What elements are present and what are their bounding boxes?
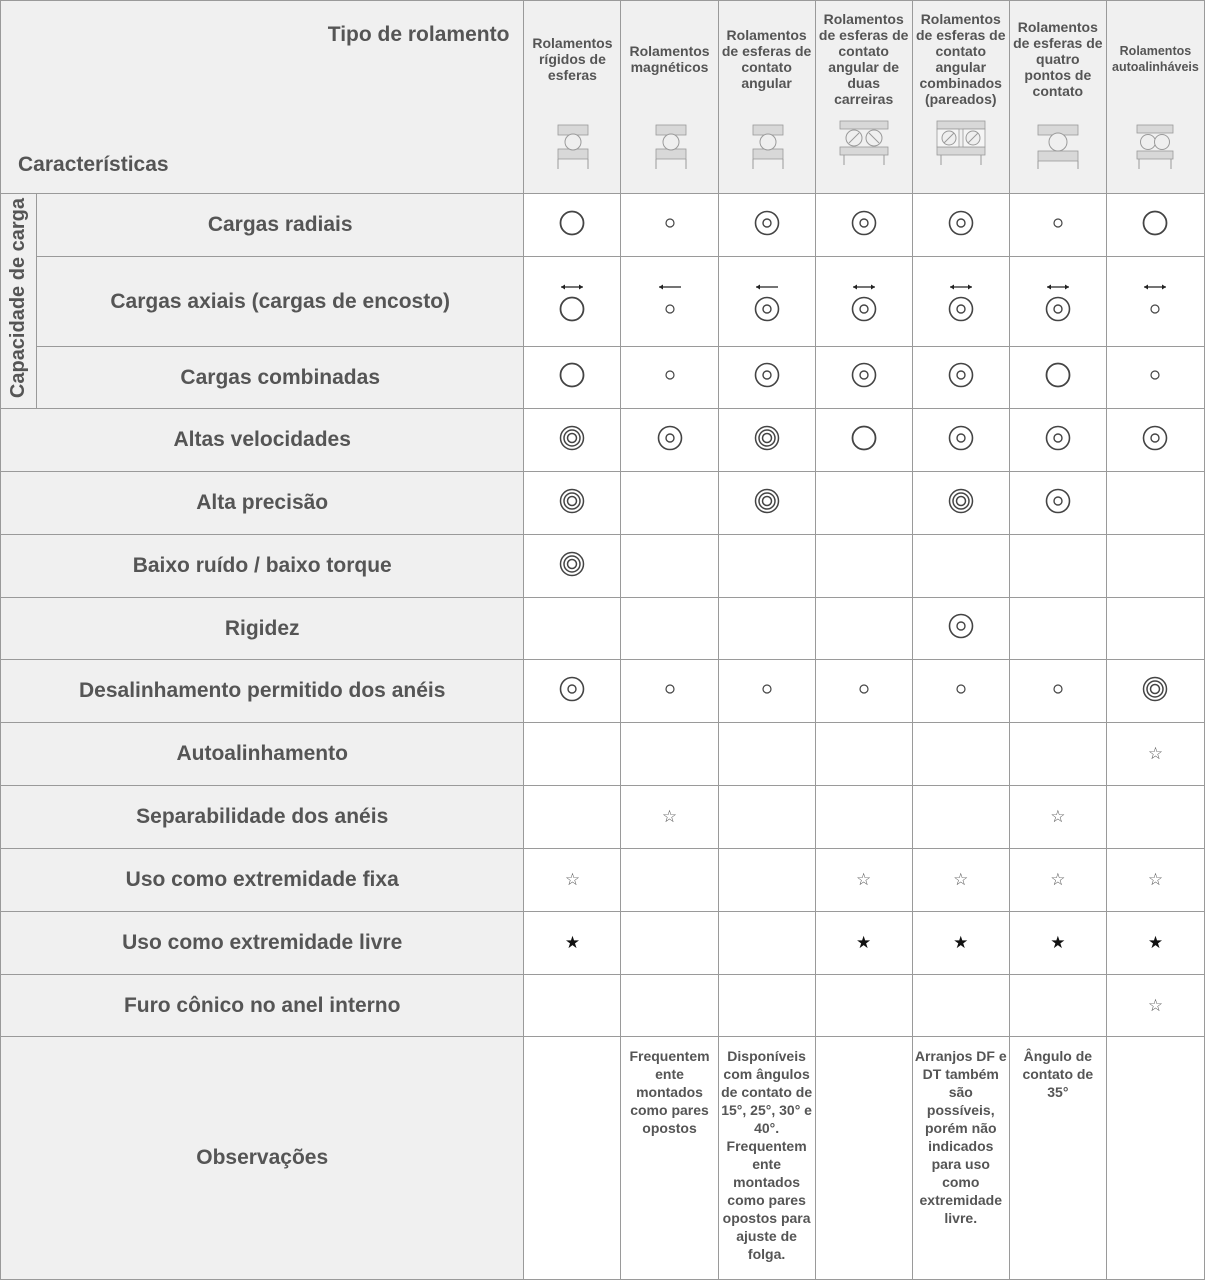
rating-cell (621, 975, 718, 1037)
double-arrow-icon (557, 282, 587, 292)
star-solid-icon: ★ (1147, 933, 1164, 952)
row-label: Cargas radiais (37, 194, 524, 257)
rating-symbol (946, 611, 976, 641)
self-aligning-bearing-icon (1127, 123, 1183, 171)
rating-cell (1009, 912, 1106, 975)
double-circle-icon (655, 423, 685, 453)
double-circle-icon (946, 611, 976, 641)
rating-cell (718, 535, 815, 598)
rating-symbol (1140, 208, 1170, 238)
load-capacity-label: Capacidade de carga (7, 198, 29, 399)
row-label: Furo cônico no anel interno (1, 975, 524, 1037)
angular-contact-bearing-icon (739, 123, 795, 171)
table-row (1, 194, 1205, 257)
observations-row (1, 1037, 1205, 1280)
rating-cell (524, 347, 621, 409)
rating-cell (718, 257, 815, 347)
row-label: Rigidez (1, 598, 524, 660)
rating-cell (815, 257, 912, 347)
rating-cell (718, 472, 815, 535)
double-circle-icon (1043, 423, 1073, 453)
rating-cell (524, 660, 621, 723)
single-small-circle-icon (1140, 294, 1170, 324)
left-arrow-icon (655, 282, 685, 292)
rating-cell (1106, 472, 1204, 535)
observation-note (524, 1037, 621, 1280)
row-label: Autoalinhamento (1, 723, 524, 786)
rating-symbol (752, 423, 782, 453)
star-open-icon: ☆ (856, 870, 872, 889)
rating-cell (524, 723, 621, 786)
table-row (1, 786, 1205, 849)
rating-cell (815, 535, 912, 598)
table-row (1, 849, 1205, 912)
rating-cell (1009, 535, 1106, 598)
rating-symbol (752, 282, 782, 324)
rating-symbol (946, 674, 976, 704)
star-solid-icon: ★ (953, 933, 969, 952)
rating-cell (524, 598, 621, 660)
rating-cell (524, 786, 621, 849)
rating-cell (1106, 786, 1204, 849)
bearing-type-title: Tipo de rolamento (327, 23, 510, 46)
double-circle-icon (1140, 423, 1170, 453)
triple-circle-icon (557, 423, 587, 453)
rating-cell (912, 786, 1009, 849)
rating-cell (718, 786, 815, 849)
double-circle-icon (752, 360, 782, 390)
rating-cell (718, 409, 815, 472)
rating-symbol (946, 423, 976, 453)
rating-symbol (752, 208, 782, 238)
rating-cell (718, 347, 815, 409)
rating-cell (912, 472, 1009, 535)
star-solid-icon: ★ (1050, 933, 1066, 952)
rating-symbol (557, 423, 587, 453)
rating-cell (1009, 409, 1106, 472)
rating-symbol (953, 870, 968, 890)
single-large-circle-icon (1140, 208, 1170, 238)
rating-cell (1009, 849, 1106, 912)
rating-symbol (1043, 208, 1073, 238)
table-row (1, 472, 1205, 535)
star-open-icon: ☆ (953, 870, 969, 889)
rating-cell (621, 912, 718, 975)
double-circle-icon (752, 208, 782, 238)
rating-cell (1009, 975, 1106, 1037)
rating-symbol (1050, 870, 1065, 890)
rating-symbol (946, 486, 976, 516)
rating-cell (1009, 723, 1106, 786)
rating-cell (621, 849, 718, 912)
observation-note: Ângulo de contato de 35° (1009, 1037, 1106, 1280)
star-open-icon: ☆ (1050, 870, 1066, 889)
single-small-circle-icon (655, 674, 685, 704)
rating-cell (621, 409, 718, 472)
column-header-label: Rolamentos de esferas de contato angular (721, 27, 812, 91)
rating-symbol (655, 423, 685, 453)
rating-symbol (557, 208, 587, 238)
rating-symbol (1140, 282, 1170, 324)
row-label: Altas velocidades (1, 409, 524, 472)
rating-cell (1106, 194, 1204, 257)
star-open-icon: ☆ (1147, 995, 1164, 1015)
single-large-circle-icon (1043, 360, 1073, 390)
table-row (1, 598, 1205, 660)
rating-symbol (946, 282, 976, 324)
rating-symbol (557, 360, 587, 390)
triple-circle-icon (557, 486, 587, 516)
row-label: Cargas axiais (cargas de encosto) (37, 257, 524, 347)
double-circle-icon (849, 294, 879, 324)
star-open-icon: ☆ (1147, 744, 1164, 763)
single-small-circle-icon (946, 674, 976, 704)
observation-note (1106, 1037, 1204, 1280)
rating-cell (1009, 786, 1106, 849)
row-label: Alta precisão (1, 472, 524, 535)
rating-symbol (1148, 933, 1163, 953)
rating-cell (718, 723, 815, 786)
table-row (1, 975, 1205, 1037)
row-label: Separabilidade dos anéis (1, 786, 524, 849)
row-label: Uso como extremidade livre (1, 912, 524, 975)
rating-cell (815, 472, 912, 535)
four-point-contact-bearing-icon (1030, 123, 1086, 171)
table-row (1, 535, 1205, 598)
double-arrow-icon (849, 282, 879, 292)
rating-cell (621, 598, 718, 660)
observation-note: Frequentem ente montados como pares opostos (621, 1037, 718, 1280)
rating-cell (815, 660, 912, 723)
star-open-icon: ☆ (564, 870, 581, 889)
magneto-bearing-icon (642, 123, 698, 171)
table-row (1, 347, 1205, 409)
double-arrow-icon (1140, 282, 1170, 292)
rating-symbol (1050, 933, 1065, 953)
rating-cell (1106, 347, 1204, 409)
triple-circle-icon (557, 549, 587, 579)
rating-cell (621, 194, 718, 257)
rating-symbol (856, 870, 871, 890)
double-circle-icon (946, 208, 976, 238)
column-header (718, 1, 815, 194)
double-arrow-icon (1043, 282, 1073, 292)
column-header-label: Rolamentos de esferas de quatro pontos de contato (1013, 19, 1103, 99)
rating-cell (621, 660, 718, 723)
column-header (621, 1, 718, 194)
rating-symbol (557, 549, 587, 579)
header-row (1, 1, 1205, 194)
column-header (912, 1, 1009, 194)
rating-cell (1009, 194, 1106, 257)
star-open-icon: ☆ (1050, 807, 1066, 826)
rating-symbol (655, 208, 685, 238)
rating-cell (524, 535, 621, 598)
column-header-label: Rolamentos de esferas de contato angular combinados (pareados) (916, 11, 1006, 107)
rating-symbol (946, 208, 976, 238)
left-arrow-icon (752, 282, 782, 292)
rating-cell (912, 660, 1009, 723)
rating-cell (815, 194, 912, 257)
rating-symbol (565, 933, 580, 953)
rating-cell (815, 912, 912, 975)
rating-symbol (1043, 360, 1073, 390)
rating-symbol (655, 360, 685, 390)
rating-cell (912, 194, 1009, 257)
star-solid-icon: ★ (856, 933, 872, 952)
single-small-circle-icon (1140, 360, 1170, 390)
rating-symbol (849, 282, 879, 324)
rating-symbol (849, 423, 879, 453)
duplex-angular-bearing-icon (933, 119, 989, 167)
double-circle-icon (946, 423, 976, 453)
double-circle-icon (1043, 486, 1073, 516)
single-large-circle-icon (849, 423, 879, 453)
rating-cell (621, 723, 718, 786)
double-row-angular-bearing-icon (836, 119, 892, 167)
star-open-icon: ☆ (1147, 870, 1164, 889)
rating-symbol (557, 282, 587, 324)
single-small-circle-icon (1043, 208, 1073, 238)
rating-cell (1009, 598, 1106, 660)
double-circle-icon (946, 294, 976, 324)
rating-symbol (1043, 423, 1073, 453)
column-header (1009, 1, 1106, 194)
rating-cell (718, 849, 815, 912)
rating-symbol (1148, 870, 1163, 890)
double-circle-icon (557, 674, 587, 704)
rating-cell (1009, 257, 1106, 347)
rating-cell (815, 975, 912, 1037)
triple-circle-icon (946, 486, 976, 516)
rating-cell (524, 472, 621, 535)
rating-cell (912, 598, 1009, 660)
rating-cell (524, 849, 621, 912)
rating-cell (524, 409, 621, 472)
rating-cell (1106, 849, 1204, 912)
rating-cell (1106, 723, 1204, 786)
triple-circle-icon (1140, 674, 1170, 704)
rating-cell (912, 535, 1009, 598)
single-large-circle-icon (557, 208, 587, 238)
rating-cell (524, 912, 621, 975)
rating-cell (1106, 535, 1204, 598)
rating-cell (524, 975, 621, 1037)
rating-cell (1009, 472, 1106, 535)
rating-cell (621, 257, 718, 347)
rating-symbol (849, 360, 879, 390)
observation-note (815, 1037, 912, 1280)
table-corner (1, 1, 524, 194)
rating-cell (815, 849, 912, 912)
single-small-circle-icon (655, 294, 685, 324)
rating-symbol (752, 674, 782, 704)
double-circle-icon (752, 294, 782, 324)
rating-cell (912, 347, 1009, 409)
rating-cell (1106, 257, 1204, 347)
rating-cell (912, 257, 1009, 347)
rating-cell (1009, 660, 1106, 723)
rating-symbol (849, 674, 879, 704)
double-circle-icon (849, 360, 879, 390)
rating-symbol (1043, 674, 1073, 704)
rating-symbol (1140, 360, 1170, 390)
double-circle-icon (946, 360, 976, 390)
column-header (815, 1, 912, 194)
triple-circle-icon (752, 486, 782, 516)
column-header-label: Rolamentos de esferas de contato angular de duas carreiras (818, 11, 909, 107)
rating-symbol (1050, 807, 1065, 827)
rating-symbol (953, 933, 968, 953)
rating-symbol (1140, 674, 1170, 704)
deep-groove-bearing-icon (544, 123, 600, 171)
star-open-icon: ☆ (661, 807, 678, 826)
rating-cell (1106, 975, 1204, 1037)
rating-cell (621, 347, 718, 409)
rating-cell (815, 598, 912, 660)
row-label: Baixo ruído / baixo torque (1, 535, 524, 598)
rating-cell (1009, 347, 1106, 409)
rating-cell (524, 194, 621, 257)
rating-cell (912, 849, 1009, 912)
column-header-label: Rolamentos rígidos de esferas (532, 35, 613, 83)
single-large-circle-icon (557, 360, 587, 390)
rating-cell (912, 975, 1009, 1037)
column-header (1106, 1, 1204, 194)
single-small-circle-icon (752, 674, 782, 704)
rating-symbol (1043, 486, 1073, 516)
rating-cell (718, 598, 815, 660)
rating-cell (815, 347, 912, 409)
rating-cell (524, 257, 621, 347)
rating-cell (912, 723, 1009, 786)
rating-symbol (557, 486, 587, 516)
rating-cell (621, 786, 718, 849)
observation-note: Disponíveis com ângulos de contato de 15°, 25°, 30° e 40°. Frequentem ente montados como pares opostos para ajuste de folga. (718, 1037, 815, 1280)
row-label: Desalinhamento permitido dos anéis (1, 660, 524, 723)
table-row (1, 723, 1205, 786)
table-row (1, 912, 1205, 975)
rating-cell (621, 535, 718, 598)
triple-circle-icon (752, 423, 782, 453)
rating-cell (718, 660, 815, 723)
rating-symbol (1140, 423, 1170, 453)
rating-cell (1106, 409, 1204, 472)
single-small-circle-icon (1043, 674, 1073, 704)
rating-symbol (565, 870, 580, 890)
single-large-circle-icon (557, 294, 587, 324)
table-row (1, 257, 1205, 347)
column-header (524, 1, 621, 194)
rating-symbol (849, 208, 879, 238)
rating-symbol (1148, 744, 1163, 764)
single-small-circle-icon (655, 208, 685, 238)
rating-cell (815, 409, 912, 472)
column-header-label: Rolamentos magnéticos (629, 43, 710, 75)
rating-symbol (946, 360, 976, 390)
rating-cell (815, 786, 912, 849)
rating-cell (1106, 912, 1204, 975)
rating-cell (718, 912, 815, 975)
rating-symbol (752, 486, 782, 516)
rating-cell (1106, 660, 1204, 723)
double-arrow-icon (946, 282, 976, 292)
table-row (1, 409, 1205, 472)
rating-cell (912, 409, 1009, 472)
double-circle-icon (1043, 294, 1073, 324)
rating-cell (815, 723, 912, 786)
row-label: Uso como extremidade fixa (1, 849, 524, 912)
load-capacity-group (1, 194, 37, 409)
characteristics-title: Características (18, 153, 169, 176)
rating-symbol (1148, 996, 1163, 1016)
single-small-circle-icon (655, 360, 685, 390)
rating-cell (912, 912, 1009, 975)
rating-cell (718, 194, 815, 257)
rating-symbol (1043, 282, 1073, 324)
rating-cell (1106, 598, 1204, 660)
star-solid-icon: ★ (564, 933, 581, 952)
row-label: Cargas combinadas (37, 347, 524, 409)
single-small-circle-icon (849, 674, 879, 704)
rating-symbol (557, 674, 587, 704)
observations-label: Observações (1, 1037, 524, 1280)
rating-symbol (655, 674, 685, 704)
rating-symbol (856, 933, 871, 953)
rating-symbol (752, 360, 782, 390)
rating-symbol (662, 807, 677, 827)
observation-note: Arranjos DF e DT também são possíveis, porém não indicados para uso como extremidade livre. (912, 1037, 1009, 1280)
double-circle-icon (849, 208, 879, 238)
rating-cell (718, 975, 815, 1037)
rating-symbol (655, 282, 685, 324)
table-row (1, 660, 1205, 723)
column-header-label: Rolamentos autoalinháveis (1112, 44, 1199, 74)
rating-cell (621, 472, 718, 535)
